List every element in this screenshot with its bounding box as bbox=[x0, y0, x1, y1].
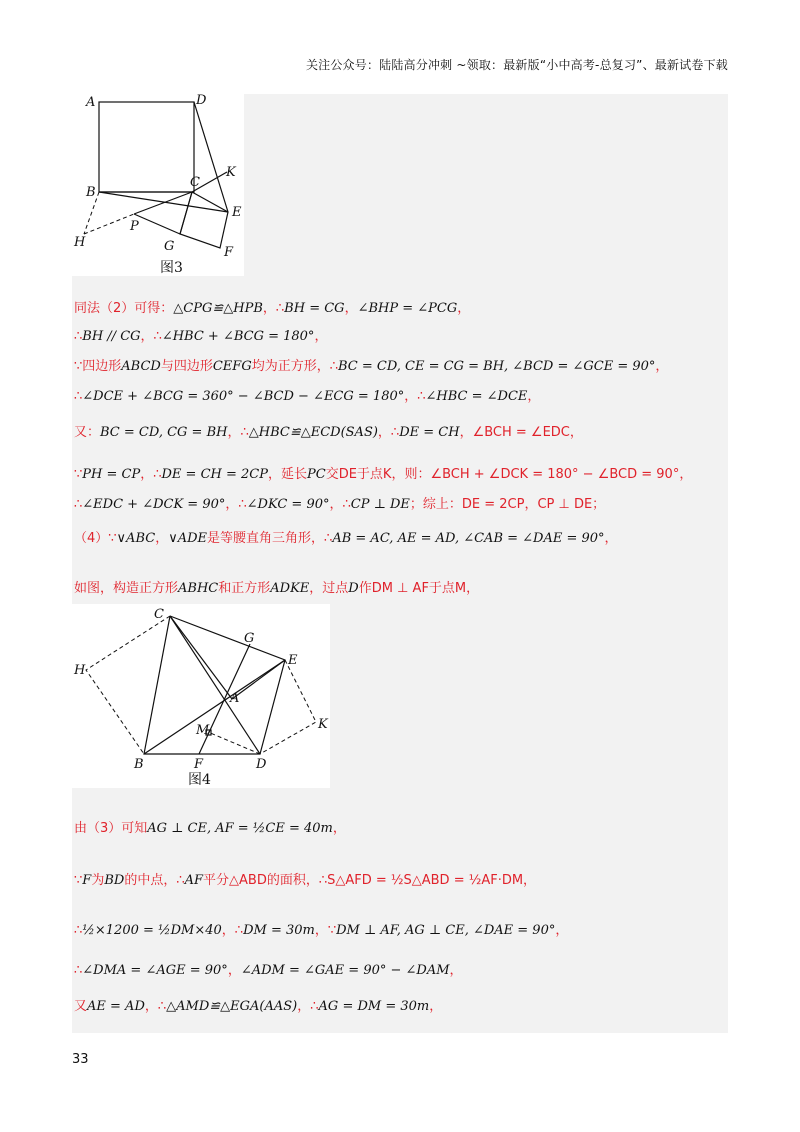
solution-line-13: ∴∠DMA = ∠AGE = 90°，∠ADM = ∠GAE = 90° − ∠DAM， bbox=[74, 963, 463, 978]
fig3-label-e: E bbox=[232, 205, 242, 220]
fig3-label-p: P bbox=[130, 219, 139, 234]
fig4-label-e: E bbox=[288, 653, 298, 668]
solution-line-3: ∵四边形ABCD与四边形CEFG均为正方形，∴BC = CD, CE = CG = BH, ∠BCD = ∠GCE = 90°， bbox=[74, 359, 669, 374]
solution-line-8: （4）∵∨ABC，∨ADE是等腰直角三角形，∴AB = AC, AE = AD, ∠CAB = ∠DAE = 90°， bbox=[74, 531, 618, 546]
solution-line-12: ∴½×1200 = ½DM×40，∴DM = 30m，∵DM ⊥ AF, AG ⊥ CE, ∠DAE = 90°， bbox=[74, 923, 569, 938]
fig4-label-m: M bbox=[196, 723, 210, 738]
solution-line-4: ∴∠DCE + ∠BCG = 360° − ∠BCD − ∠ECG = 180°，∴∠HBC = ∠DCE， bbox=[74, 389, 541, 404]
fig3-label-c: C bbox=[190, 175, 200, 190]
figure-3 bbox=[72, 94, 244, 276]
solution-line-11: ∵F为BD的中点，∴AF平分△ABD的面积，∴S△AFD = ½S△ABD = ½AF·DM， bbox=[74, 873, 537, 888]
fig4-label-a: A bbox=[230, 691, 240, 706]
fig3-label-f: F bbox=[224, 245, 234, 260]
fig4-label-k: K bbox=[318, 717, 328, 732]
fig4-caption: 图4 bbox=[188, 772, 211, 788]
fig3-label-d: D bbox=[196, 94, 207, 108]
solution-line-7: ∴∠EDC + ∠DCK = 90°，∴∠DKC = 90°，∴CP ⊥ DE；综上：DE = 2CP，CP ⊥ DE； bbox=[74, 497, 606, 512]
fig3-label-a: A bbox=[86, 95, 96, 110]
solution-line-5: 又：BC = CD, CG = BH，∴△HBC≌△ECD(SAS)，∴DE = CH，∠BCH = ∠EDC， bbox=[74, 425, 583, 440]
fig4-label-b: B bbox=[134, 757, 144, 772]
fig4-label-g: G bbox=[244, 631, 255, 646]
fig3-label-b: B bbox=[86, 185, 96, 200]
solution-line-14: 又AE = AD，∴△AMD≌△EGA(AAS)，∴AG = DM = 30m， bbox=[74, 999, 443, 1014]
solution-line-9: 如图，构造正方形ABHC和正方形ADKE，过点D作DM ⊥ AF于点M， bbox=[74, 581, 480, 596]
solution-line-10: 由（3）可知AG ⊥ CE, AF = ½CE = 40m， bbox=[74, 821, 346, 836]
fig4-label-f: F bbox=[194, 757, 204, 772]
solution-line-6: ∵PH = CP，∴DE = CH = 2CP，延长PC交DE于点K，则：∠BCH + ∠DCK = 180° − ∠BCD = 90°， bbox=[74, 467, 693, 482]
fig3-label-k: K bbox=[226, 165, 236, 180]
fig4-label-c: C bbox=[154, 607, 164, 622]
fig4-label-d: D bbox=[256, 757, 267, 772]
page-number: 33 bbox=[72, 1052, 89, 1067]
fig4-label-h: H bbox=[74, 663, 86, 678]
solution-line-1: 同法（2）可得：△CPG≌△HPB，∴BH = CG，∠BHP = ∠PCG， bbox=[74, 301, 471, 316]
fig3-caption: 图3 bbox=[160, 260, 183, 276]
figure-4 bbox=[72, 604, 330, 788]
solution-line-2: ∴BH // CG，∴∠HBC + ∠BCG = 180°， bbox=[74, 329, 328, 344]
page-header: 关注公众号：陆陆高分冲刺 ~领取：最新版“小中高考-总复习”、最新试卷下载 bbox=[305, 58, 728, 72]
fig3-label-h: H bbox=[74, 235, 86, 250]
fig3-label-g: G bbox=[164, 239, 175, 254]
